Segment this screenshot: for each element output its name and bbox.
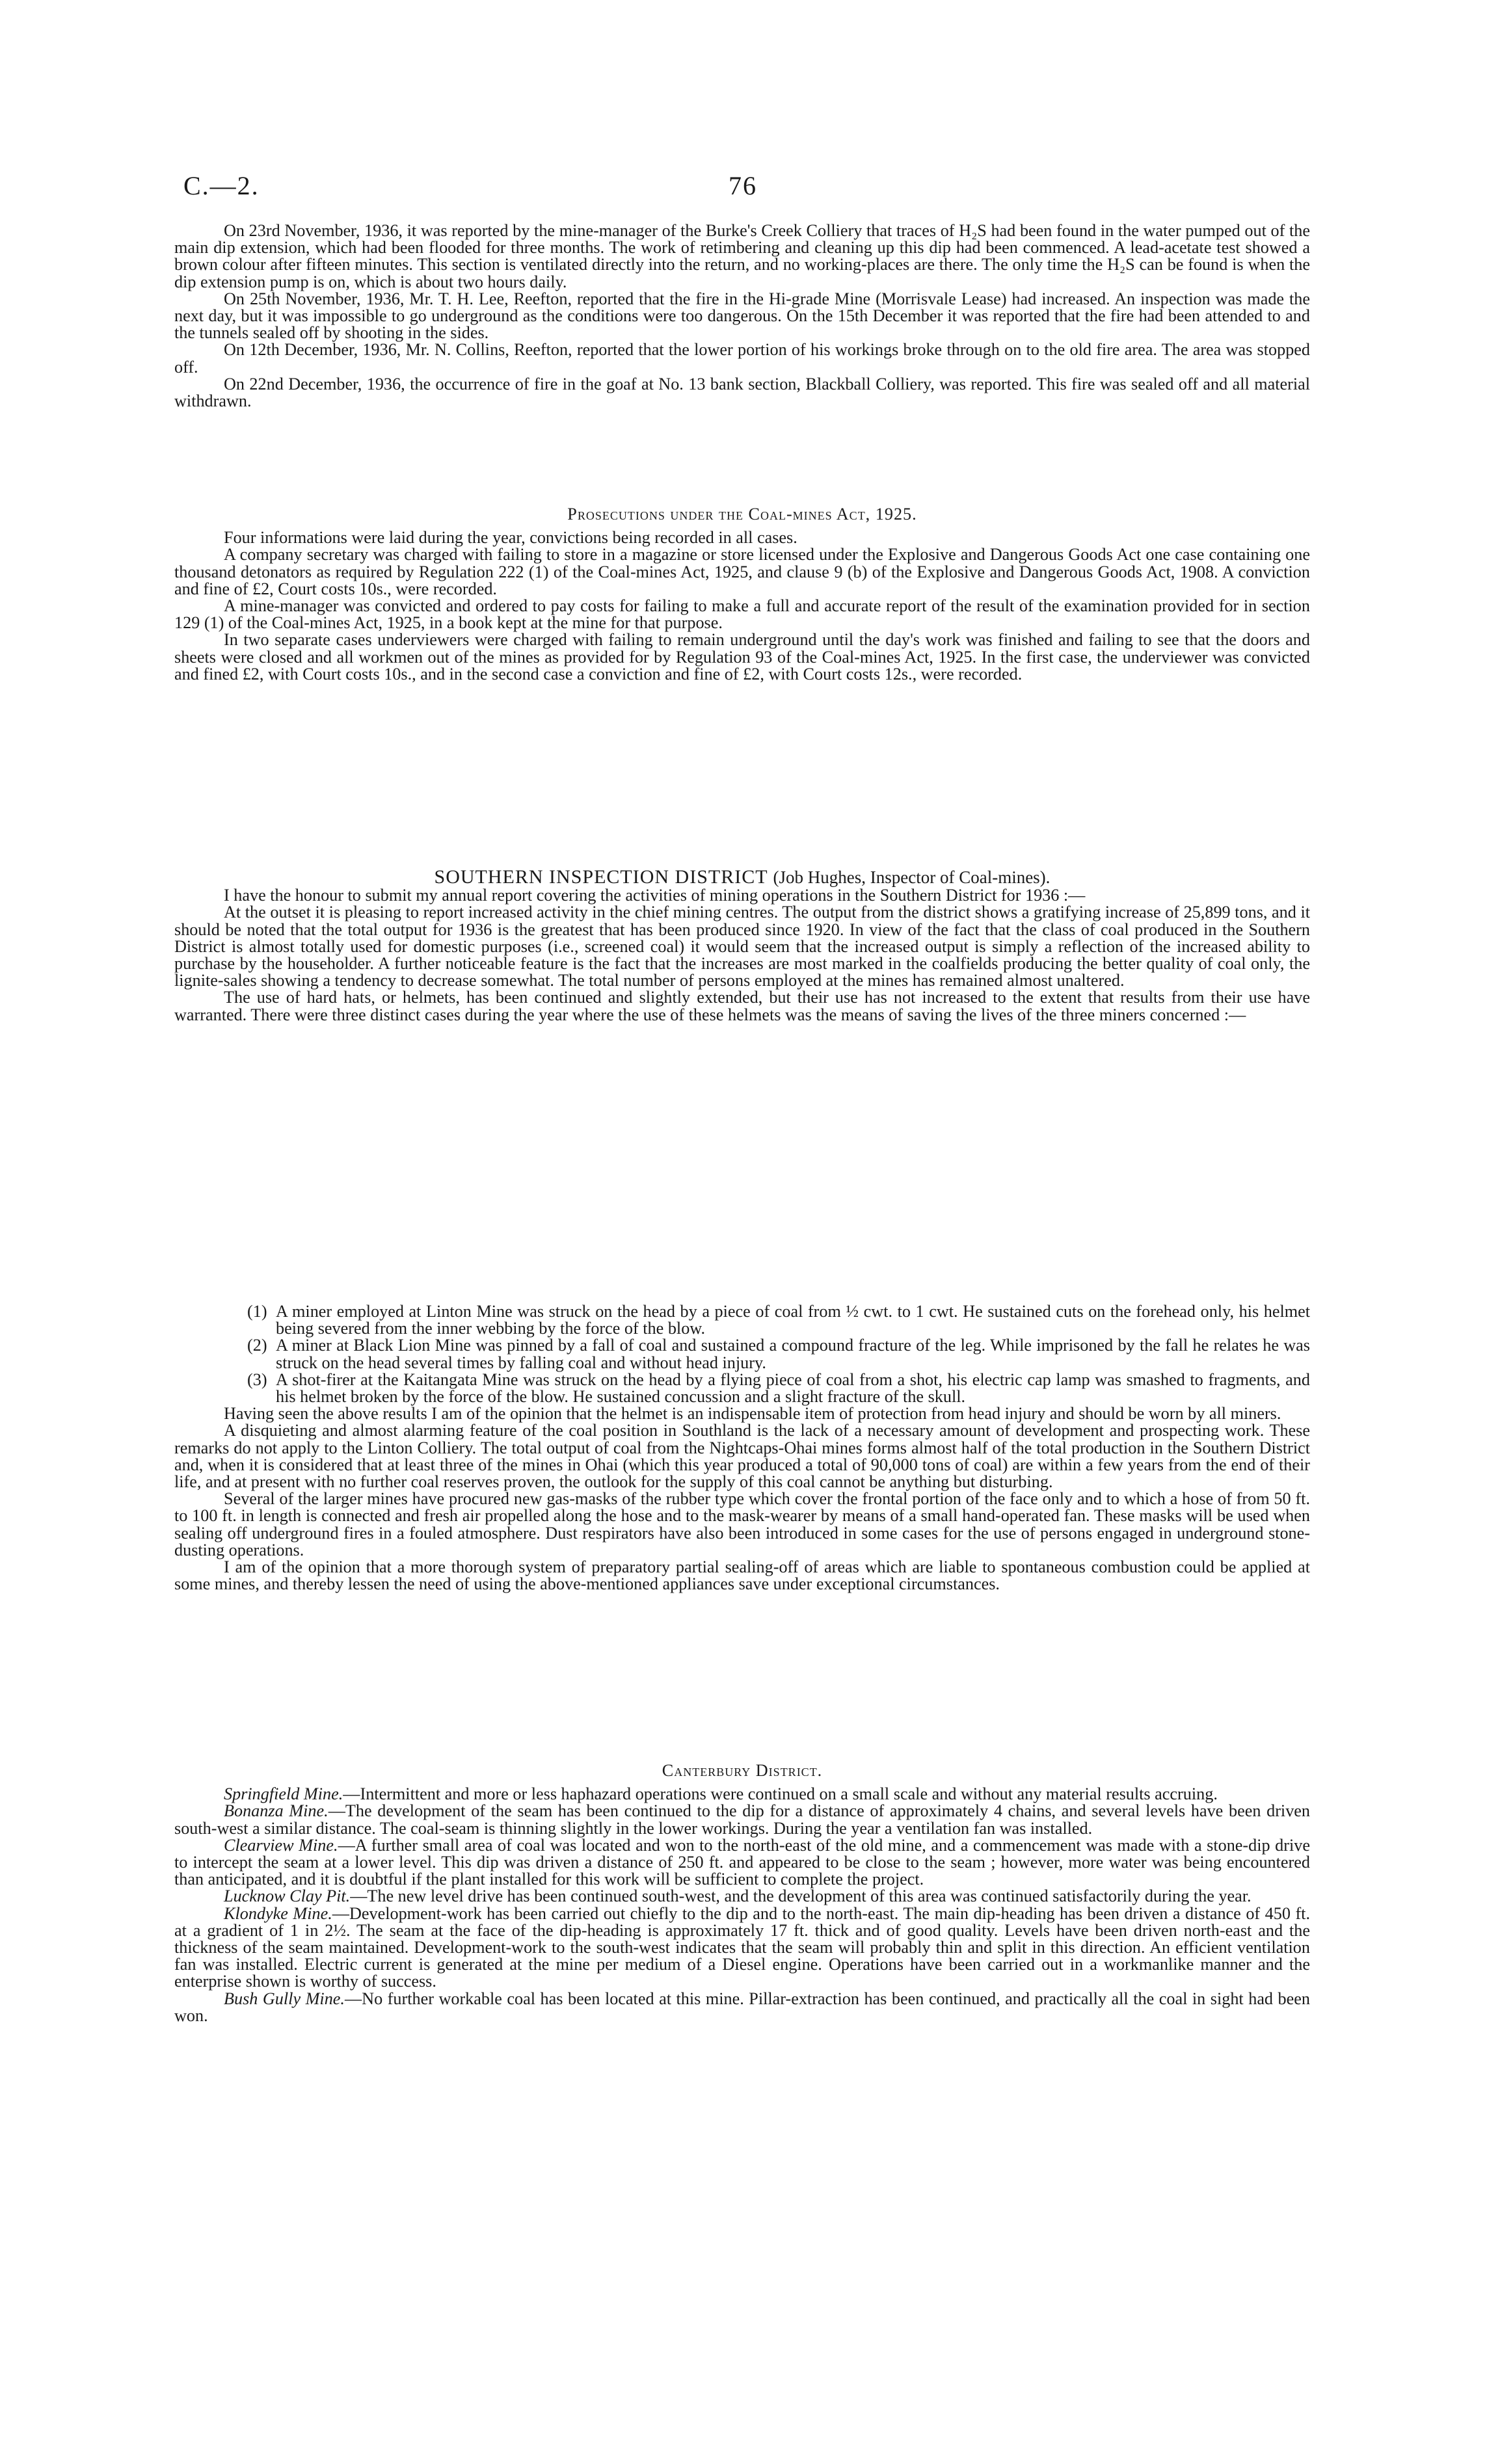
list-item <box>174 1371 1310 1405</box>
mine-name: Lucknow Clay Pit. <box>224 1887 351 1906</box>
mine-paragraph <box>174 1837 1310 1888</box>
mine-text: —The development of the seam has been continued to the dip for a distance of approximately 4 chains, and several levels have been driven south-west a similar distance. The coal-seam is thinning slightly in the lower workings. During the year a ventilation fan was installed. <box>174 1801 1311 1838</box>
paragraph: A disquieting and almost alarming feature of the coal position in Southland is the lack of a necessary amount of development and prospecting work. These remarks do not apply to the Linton Colliery. The total output of coal from the Nightcaps-Ohai mines forms almost half of the total production in the Southern District and, when it is considered that at least three of the mines in Ohai (which this year produced a total of 90,000 tons of coal) are within a few years from the end of their life, and at present with no further coal reserves proven, the outlook for the supply of this coal cannot be anything but disturbing. <box>174 1421 1310 1492</box>
mine-text: —Intermittent and more or less haphazard operations were continued on a small scale and without any material results accruing. <box>343 1784 1218 1804</box>
paragraph: Four informations were laid during the year, convictions being recorded in all cases. <box>224 528 797 548</box>
list-number: (3) <box>247 1370 267 1389</box>
mine-paragraph <box>174 1786 1310 1803</box>
mine-name: Bush Gully Mine. <box>224 1989 345 2008</box>
mine-text: —The new level drive has been continued south-west, and the development of this area was continued satisfactorily during the year. <box>350 1887 1252 1906</box>
mine-text: —Development-work has been carried out chiefly to the dip and to the north-east. The main dip-heading has been driven a distance of 450 ft. at a gradient of 1 in 2½. The seam at the face of the dip-heading is approximately 17 ft. thick and of good quality. Levels have been driven north-east and the thickness of the seam maintained. Development-work to the south-west indicates that the seam will probably thin and split in this direction. An efficient ventilation fan was installed. Electric current is generated at the mine per medium of a Diesel engine. Operations have been carried out in a workmanlike manner and the enterprise shown is worthy of success. <box>174 1903 1311 1991</box>
paragraph: In two separate cases underviewers were charged with failing to remain underground until the day's work was finished and failing to see that the doors and sheets were closed and all workmen out of the mines as provided for by Regulation 93 of the Coal-mines Act, 1925. In the first case, the underviewer was convicted and fined £2, with Court costs 10s., and in the second case a conviction and fine of £2, with Court costs 12s., were recorded. <box>174 630 1310 683</box>
mine-text: —No further workable coal has been located at this mine. Pillar-extraction has been continued, and practically all the coal in sight had been won. <box>174 1989 1310 2025</box>
list-text: A shot-firer at the Kaitangata Mine was struck on the head by a flying piece of coal from a shot, his electric cap lamp was smashed to fragments, and his helmet broken by the force of the blow. He sustained concussion and a slight fracture of the skull. <box>276 1370 1310 1407</box>
list-number: (2) <box>247 1336 267 1355</box>
list-text: A miner employed at Linton Mine was struck on the head by a piece of coal from ½ cwt. to 1 cwt. He sustained cuts on the forehead only, his helmet being severed from the inner webbing by the force of the blow. <box>276 1302 1310 1338</box>
prosecutions-section <box>174 506 1310 683</box>
document-reference: C.—2. <box>183 171 260 200</box>
mine-name: Bonanza Mine. <box>224 1801 328 1821</box>
mine-paragraph <box>174 1803 1310 1836</box>
paragraph: At the outset it is pleasing to report increased activity in the chief mining centres. The output from the district shows a gratifying increase of 25,899 tons, and it should be noted that the total output for 1936 is the greatest that has been produced since 1920. In view of the fact that the class of coal produced in the Southern District is almost totally used for domestic purposes (i.e., screened coal) it would seem that the increased output is simply a reflection of the increased ability to purchase by the householder. A further noticeable feature is the fact that the increases are most marked in the coalfields producing the better quality of coal only, the lignite-sales showing a tendency to decrease somewhat. The total number of persons employed at the mines has remained almost unaltered. <box>174 903 1310 990</box>
paragraph: I have the honour to submit my annual report covering the activities of mining operations in the Southern District for 1936 :— <box>224 886 1086 905</box>
mine-text: —A further small area of coal was located and won to the north-east of the old mine, and a commencement was made with a stone-dip drive to intercept the seam at a lower level. This dip was driven a distance of 250 ft. and appeared to be close to the seam ; however, more water was being encountered than anticipated, and it is doubtful if the plant installed for this work will be sufficient to complete the project. <box>174 1835 1310 1889</box>
paragraph: The use of hard hats, or helmets, has been continued and slightly extended, but their use has not increased to the extent that results from their use have warranted. There were three distinct cases during the year where the use of these helmets was the means of saving the lives of the three miners concerned :— <box>174 988 1310 1024</box>
mine-paragraph <box>174 1991 1310 2024</box>
southern-district-section <box>174 866 1310 1024</box>
list-item <box>174 1337 1310 1371</box>
section-heading <box>174 866 1310 888</box>
paragraph: Several of the larger mines have procured new gas-masks of the rubber type which cover the frontal portion of the face only and to which a hose of from 50 ft. to 100 ft. in length is connected and fresh air propelled along the hose and to the mask-wearer by means of a small hand-operated fan. These masks will be used when sealing off underground fires in a fouled atmosphere. Dust respirators have also been introduced in some cases for the use of persons engaged in underground stone-dusting operations. <box>174 1489 1310 1559</box>
canterbury-district-section <box>174 1762 1310 2024</box>
paragraph: On 22nd December, 1936, the occurrence of fire in the goaf at No. 13 bank section, Blackball Colliery, was reported. This fire was sealed off and all material withdrawn. <box>174 374 1310 411</box>
paragraph: A mine-manager was convicted and ordered to pay costs for failing to make a full and accurate report of the result of the examination provided for in section 129 (1) of the Coal-mines Act, 1925, in a book kept at the mine for that purpose. <box>174 596 1310 633</box>
list-text: A miner at Black Lion Mine was pinned by a fall of coal and sustained a compound fracture of the leg. While imprisoned by the fall he relates he was struck on the head several times by falling coal and without head injury. <box>276 1336 1310 1372</box>
incident-reports <box>174 222 1310 410</box>
inspector-credit: (Job Hughes, Inspector of Coal-mines). <box>773 868 1051 887</box>
district-title: SOUTHERN INSPECTION DISTRICT <box>434 866 768 888</box>
mine-name: Springfield Mine. <box>224 1784 343 1804</box>
list-item <box>174 1303 1310 1337</box>
paragraph: Having seen the above results I am of the opinion that the helmet is an indispensable item of protection from head injury and should be worn by all miners. <box>224 1404 1281 1424</box>
page-number: 76 <box>729 171 757 200</box>
section-heading: Prosecutions under the Coal-mines Act, 1925. <box>567 505 917 523</box>
mine-paragraph <box>174 1888 1310 1905</box>
paragraph: I am of the opinion that a more thorough system of preparatory partial sealing-off of areas which are liable to spontaneous combustion could be applied at some mines, and thereby lessen the need of using the above-mentioned appliances save under exceptional circumstances. <box>174 1557 1310 1594</box>
paragraph: On 23rd November, 1936, it was reported by the mine-manager of the Burke's Creek Colliery that traces of H₂S had been found in the water pumped out of the main dip extension, which had been flooded for three months. The work of retimbering and cleaning up this dip had been commenced. A lead-acetate test showed a brown colour after fifteen minutes. This section is ventilated directly into the return, and no working-places are there. The only time the H₂S can be found is when the dip extension pump is on, which is about two hours daily. <box>174 221 1310 291</box>
paragraph: On 25th November, 1936, Mr. T. H. Lee, Reefton, reported that the fire in the Hi-grade Mine (Morrisvale Lease) had increased. An inspection was made the next day, but it was impossible to go underground as the conditions were too dangerous. On the 15th December it was reported that the fire had been attended to and the tunnels sealed off by shooting in the sides. <box>174 289 1310 343</box>
helmet-cases <box>174 1303 1310 1593</box>
list-number: (1) <box>247 1302 267 1321</box>
mine-name: Clearview Mine. <box>224 1835 338 1855</box>
paragraph: On 12th December, 1936, Mr. N. Collins, Reefton, reported that the lower portion of his workings broke through on to the old fire area. The area was stopped off. <box>174 340 1310 377</box>
paragraph: A company secretary was charged with failing to store in a magazine or store licensed under the Explosive and Dangerous Goods Act one case containing one thousand detonators as required by Regulation 222 (1) of the Coal-mines Act, 1925, and clause 9 (b) of the Explosive and Dangerous Goods Act, 1908. A conviction and fine of £2, Court costs 10s., were recorded. <box>174 545 1310 598</box>
mine-name: Klondyke Mine. <box>224 1903 332 1923</box>
section-heading: Canterbury District. <box>662 1761 823 1780</box>
mine-paragraph <box>174 1905 1310 1991</box>
